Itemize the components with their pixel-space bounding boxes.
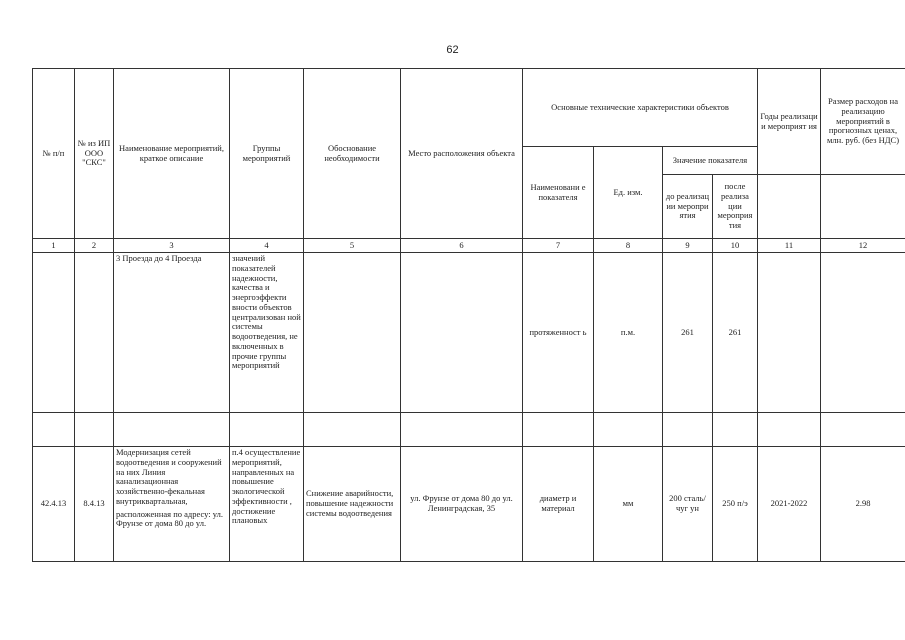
colnum-9: 9 <box>663 239 713 253</box>
column-number-row <box>33 239 905 253</box>
colnum-11: 11 <box>758 239 821 253</box>
row1-unit: п.м. <box>594 253 663 413</box>
measures-table <box>32 68 905 562</box>
colnum-12: 12 <box>821 239 905 253</box>
colnum-4: 4 <box>230 239 304 253</box>
table-row <box>33 447 905 562</box>
header-unit: Ед. изм. <box>594 147 663 239</box>
row1-before: 261 <box>663 253 713 413</box>
row1-num <box>33 253 75 413</box>
row2-group: п.4 осуществление мероприятий, направленных на повышение экологической эффективности , достижение плановых <box>230 447 304 562</box>
header-location: Место расположения объекта <box>401 69 523 239</box>
header-cost-empty <box>821 175 905 239</box>
header-ip-num: № из ИП ООО "СКС" <box>75 69 114 239</box>
colnum-10: 10 <box>713 239 758 253</box>
colnum-1: 1 <box>33 239 75 253</box>
header-years-empty <box>758 175 821 239</box>
row2-name-part-b: расположенная по адресу: ул. Фрунзе от дома 80 до ул. <box>116 508 223 529</box>
colnum-6: 6 <box>401 239 523 253</box>
row2-unit: мм <box>594 447 663 562</box>
row2-cost: 2.98 <box>821 447 905 562</box>
colnum-3: 3 <box>114 239 230 253</box>
row2-location: ул. Фрунзе от дома 80 до ул. Ленинградская, 35 <box>401 447 523 562</box>
header-indicator: Наименовани е показателя <box>523 147 594 239</box>
row1-after: 261 <box>713 253 758 413</box>
row2-name <box>114 447 230 562</box>
row1-indicator: протяженност ь <box>523 253 594 413</box>
colnum-2: 2 <box>75 239 114 253</box>
row1-reason <box>304 253 401 413</box>
header-cost: Размер расходов на реализацию мероприятий в прогнозных ценах, млн. руб. (без НДС) <box>821 69 905 175</box>
colnum-8: 8 <box>594 239 663 253</box>
colnum-7: 7 <box>523 239 594 253</box>
row1-location <box>401 253 523 413</box>
row2-indicator: диаметр и материал <box>523 447 594 562</box>
row2-years: 2021-2022 <box>758 447 821 562</box>
colnum-5: 5 <box>304 239 401 253</box>
row2-reason: Снижение аварийности, повышение надежности системы водоотведения <box>304 447 401 562</box>
row1-name: 3 Проезда до 4 Проезда <box>114 253 230 413</box>
row2-num: 42.4.13 <box>33 447 75 562</box>
row2-ip-num: 8.4.13 <box>75 447 114 562</box>
header-reason: Обоснование необходимости <box>304 69 401 239</box>
page-number: 62 <box>446 44 459 56</box>
row1-cost <box>821 253 905 413</box>
row2-after: 250 п/э <box>713 447 758 562</box>
header-before: до реализац ии меропри ятия <box>663 175 713 239</box>
table-row-spacer <box>33 413 905 447</box>
row1-group: значений показателей надежности, качества и энергоэффекти вности объектов централизован ной системы водоотведения, не включенных в прочие группы мероприятий <box>230 253 304 413</box>
header-value: Значение показателя <box>663 147 758 175</box>
row1-ip-num <box>75 253 114 413</box>
header-tech-characteristics: Основные технические характеристики объектов <box>523 69 758 147</box>
row2-before: 200 сталь/чуг ун <box>663 447 713 562</box>
row2-name-part-a: Модернизация сетей водоотведения и сооружений на них Линия канализационная хозяйственно-фекальная внутриквартальная, <box>116 447 222 506</box>
header-after: после реализа ции мероприя тия <box>713 175 758 239</box>
header-num: № п/п <box>33 69 75 239</box>
header-row-1 <box>33 69 905 147</box>
header-name: Наименование мероприятий, краткое описание <box>114 69 230 239</box>
table-row <box>33 253 905 413</box>
header-years: Годы реализаци и мероприят ия <box>758 69 821 175</box>
row1-years <box>758 253 821 413</box>
header-groups: Группы мероприятий <box>230 69 304 239</box>
